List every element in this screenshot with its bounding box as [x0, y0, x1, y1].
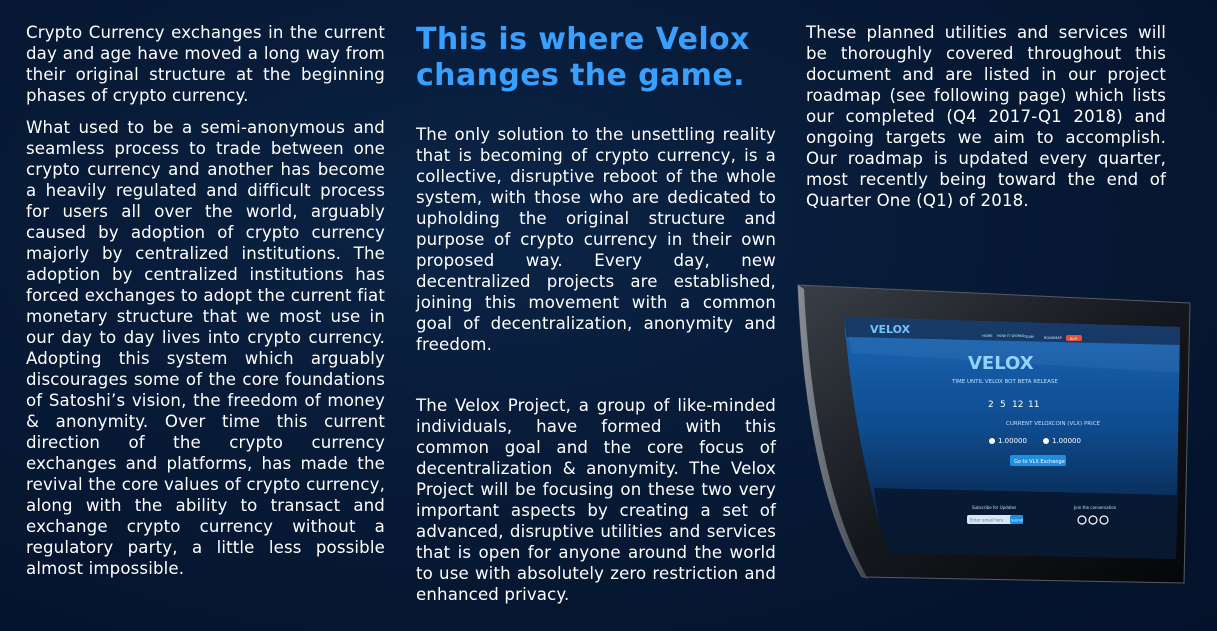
tablet-nav-how: HOW IT WORKS — [997, 334, 1025, 338]
section-heading: This is where Velox changes the game. — [416, 22, 750, 93]
tablet-price-label: CURRENT VELOXCOIN (VLX) PRICE — [1006, 421, 1101, 427]
tablet-exchange-button-label: Go to VLX Exchange — [1014, 459, 1065, 465]
tablet-usd-icon — [1043, 438, 1049, 444]
tablet-nav-roadmap: ROADMAP — [1044, 336, 1062, 340]
tablet-nav-cta-label: BUY — [1070, 337, 1078, 341]
tablet-price-btc: 1.00000 — [998, 437, 1027, 445]
paragraph-roadmap: These planned utilities and services will be thoroughly covered throughout this document and are listed in our project roadmap (see following page) which lists our completed (Q4 2017-Q1 2018) and ongoing targets we aim to accomplish. Our roadmap is updated every quarter, most recently being toward the end of Quarter One (Q1) of 2018. — [806, 23, 1166, 210]
tablet-hero-logo: VELOX — [968, 353, 1034, 374]
tablet-graphic — [792, 283, 1192, 593]
paragraph-velox-project: The Velox Project, a group of like-minded individuals, have formed with this common goal and the core focus of decentralization & anonymity. The Velox Project will be focusing on these two very important aspects by creating a set of advanced, disruptive utilities and services that is open for anyone around the world to use with absolutely zero restriction and enhanced privacy. — [416, 396, 776, 604]
tablet-social-label: Join the conversation — [1074, 505, 1117, 510]
tablet-countdown-label: TIME UNTIL VELOX BOT BETA RELEASE — [952, 379, 1058, 385]
tablet-nav-logo: VELOX — [870, 323, 911, 336]
tablet-countdown-seconds: 11 — [1028, 400, 1040, 410]
tablet-nav-home: HOME — [982, 334, 993, 338]
tablet-subscribe-label: Subscribe for Updates — [972, 505, 1017, 510]
tablet-countdown-minutes: 12 — [1012, 400, 1024, 410]
column-left — [26, 22, 385, 579]
tablet-subscribe-placeholder: Enter email here — [970, 517, 1004, 523]
column-right — [806, 22, 1166, 211]
paragraph-regulation: What used to be a semi-anonymous and seamless process to trade between one crypto currency and another has become a heavily regulated and difficult process for users all over the world, arguably caused by adoption of crypto currency majorly by centralized institutions. The adoption by centralized institutions has forced exchanges to adopt the current fiat monetary structure that we most use in our day to day lives into crypto currency. Adopting this system which arguably discourages some of the core foundations of Satoshi’s vision, the freedom of money & anonymity. Over time this current direction of the crypto currency exchanges and platforms, has made the revival the core values of crypto currency, along with the ability to transact and exchange crypto currency without a regulatory party, a little less possible almost impossible. — [26, 118, 385, 578]
tablet-countdown-hours: 5 — [1000, 400, 1006, 410]
paragraph-solution: The only solution to the unsettling reality that is becoming of crypto currency, is a collective, disruptive reboot of the whole system, with those who are dedicated to upholding the original structure and purpose of crypto currency in their own proposed way. Every day, new decentralized projects are established, joining this movement with a common goal of decentralization, anonymity and freedom. — [416, 125, 776, 354]
tablet-illustration — [792, 283, 1192, 593]
tablet-btc-icon — [989, 438, 995, 444]
tablet-price-usd: 1.00000 — [1052, 437, 1081, 445]
paragraph-exchanges-intro: Crypto Currency exchanges in the current day and age have moved a long way from their original structure at the beginning phases of crypto currency. — [26, 23, 385, 105]
tablet-subscribe-button-label: Submit — [1011, 518, 1024, 523]
tablet-countdown-days: 2 — [988, 400, 994, 410]
tablet-nav-team: TEAM — [1024, 335, 1034, 339]
column-middle — [416, 22, 776, 605]
